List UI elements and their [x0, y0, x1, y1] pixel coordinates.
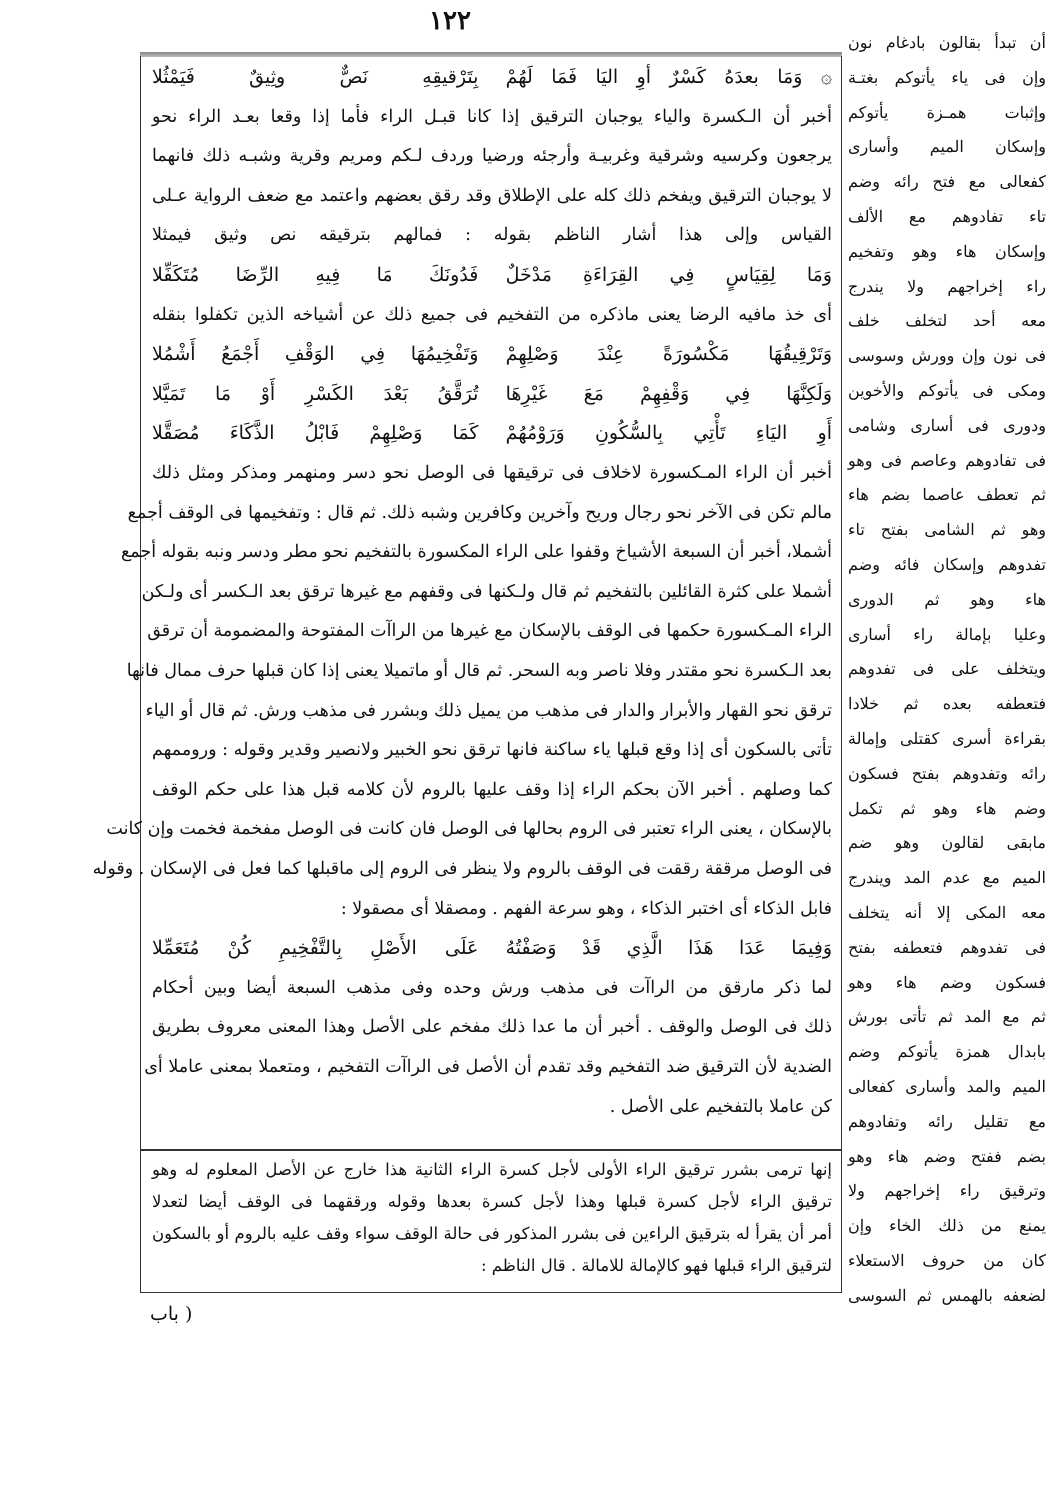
margin-line: معه أحد لتخلف خلف	[848, 311, 1046, 331]
verse-second-hemistich: تُرَقَّقُ بَعْدَ الكَسْرِ أَوْ مَا تَمَيَّلا	[152, 382, 479, 405]
margin-line: وعليا بإمالة راء أسارى	[848, 624, 1046, 644]
margin-line: ويتخلف على فى تفدوهم	[848, 659, 1046, 679]
prose-line: فابل الذكاء أى اختبر الذكاء ، وهو سرعة الفهم . ومصقلا أى مصقولا :	[340, 898, 832, 919]
prose-line: الراء المـكسورة حكمها فى الوقف بالإسكان مع غيرها من الراآت المفتوحة والمضمومة أن ترقق	[147, 621, 832, 642]
margin-line: وضم هاء وهو ثم تكمل	[848, 798, 1046, 818]
verse-first-hemistich: وَمَا لِقِيَاسٍ فِي القِرَاءَةِ مَدْخَلٌ	[505, 264, 832, 286]
margin-line: فتعطفه بعده ثم خلادا	[848, 694, 1046, 714]
prose-line: يرجعون وكرسيه وشرقية وغربيـة وأرجئه ورضيا وردف لـكم ومريم وقرية وشبـه ذلك فانهما	[152, 146, 832, 167]
margin-line: مع تقليل رائه وتفادوهم	[848, 1111, 1046, 1131]
prose-line: كن عاملا بالتفخيم على الأصل .	[609, 1096, 832, 1117]
prose-line: لا يوجبان الترقيق ويفخم ذلك كله على الإطلاق وقد رقق بعضهم واعتمد مع ضعف الرواية عـلى	[152, 185, 832, 206]
margin-line: وإثبات همـزة يأتوكم	[848, 102, 1046, 122]
prose-line: بعد الـكسرة نحو مقتدر وفلا ناصر وبه السحر. ثم قال أو ماتميلا يعنى إذا كان قبلها حرف ممال فانها	[126, 661, 832, 681]
verse-second-hemistich: فَدُونَكَ مَا فِيهِ الرِّضَا مُتَكَفِّلا	[152, 264, 479, 286]
margin-line: رائه وتفدوهم بفتح فسكون	[848, 763, 1046, 783]
prose-line: فى الوصل مرققة رققت فى الوقف بالروم ولا ينظر فى الروم إلى ماقبلها كما فعل فى الإسكان . وقوله	[92, 859, 832, 879]
margin-line: لضعفه بالهمس ثم السوسى	[848, 1285, 1046, 1305]
margin-line: فسكون وضم هاء وهو	[848, 972, 1046, 992]
verse-second-hemistich: بِتَرْقيقِهِ نَصٌّ وثِيقٌ فَيَمْثُلا	[152, 66, 479, 88]
margin-line: وترقيق راء إخراجهم ولا	[848, 1181, 1046, 1201]
margin-line: أن تبدأ بقالون بادغام نون	[848, 33, 1046, 52]
margin-line: تاء تفادوهم مع الألف	[848, 207, 1046, 226]
margin-line: تفدوهم وإسكان فائه وضم	[848, 555, 1046, 574]
margin-line: فى تفادوهم وعاصم فى وهو	[848, 450, 1046, 470]
prose-line: مالم تكن فى الآخر نحو رجال وريح وآخرين وكافرين وشبه ذلك. ثم قال : وتفخيمها فى الوقف أجمع	[127, 502, 832, 523]
margin-line: ودورى فى أسارى وشامى	[848, 415, 1046, 435]
margin-line: مابقى لقالون وهو ضم	[848, 833, 1046, 853]
margin-line: كفعالى مع فتح رائه وضم	[848, 172, 1046, 192]
verse-first-hemistich: وَتَرْقِيقُهَا مَكْسُورَةً عِنْدَ وَصْلِهِمْ	[505, 343, 832, 366]
prose-line: بالإسكان ، يعنى الراء تعتبر فى الروم بحالها فى الوصل فان كانت فى الوصل مفخمة فخمت وإن كانت	[106, 819, 832, 840]
verse-line	[152, 339, 832, 369]
margin-line: يمنع من ذلك الخاء وإن	[848, 1216, 1046, 1236]
verse-line	[152, 418, 832, 448]
verse-line	[152, 62, 832, 92]
verse-second-hemistich: عَلَى الأَصْلِ بِالتَّفْخِيمِ كُنْ مُتَعَمِّلا	[152, 937, 479, 960]
margin-line: الميم والمد وأسارى كفعالى	[848, 1077, 1046, 1096]
verse-first-hemistich: وَلَكِنَّهَا فِي وَقْفِهِمْ مَعَ غَيْرِهَا	[505, 382, 832, 405]
prose-line: أخبر أن الـكسرة والياء يوجبان الترقيق إذا كانا قبـل الراء فأما إذا وقعا بعـد الراء نحو	[152, 106, 832, 127]
margin-line: راء إخراجهم ولا يندرج	[848, 276, 1046, 296]
margin-line: ثم مع المد ثم تأتى بورش	[848, 1007, 1046, 1027]
prose-line: لما ذكر مارقق من الراآت فى مذهب ورش وحده وفى مذهب السبعة أيضا وبين أحكام	[152, 977, 832, 998]
verse-first-hemistich: ۞ وَمَا بعدَهُ كَسْرٌ أوِ اليَا فَمَا لَهُمْ	[505, 66, 832, 88]
margin-line: بابدال همزة يأتوكم وضم	[848, 1042, 1046, 1062]
margin-line: وإن فى ياء يأتوكم بغتـة	[848, 67, 1046, 87]
prose-line: أخبر أن الراء المـكسورة لاخلاف فى ترقيقها فى الوصل نحو دسر ومنهمر ومذكر ومثل ذلك	[152, 463, 832, 483]
page-number: ١٢٢	[429, 6, 471, 36]
prose-line: أشملا، أخبر أن السبعة الأشياخ وقفوا على الراء المكسورة بالتفخيم نحو مطر ودسر ونبه بقوله أجمع	[120, 542, 832, 563]
verse-line	[152, 260, 832, 290]
verse-second-hemistich: وَتَفْخِيمُهَا فِي الوَقْفِ أَجْمَعُ أَشْمُلا	[152, 343, 479, 366]
margin-line: وإسكان هاء وهو وتفخيم	[848, 241, 1046, 261]
margin-line: فى تفدوهم فتعطفه بفتح	[848, 937, 1046, 957]
footnote-line: ترقيق الراء لأجل كسرة قبلها وهذا لأجل كسرة بعدها وقوله ورققهما فى الوقف أيضا لتعدلا	[152, 1192, 832, 1211]
footnote-line: لترقيق الراء قبلها فهو كالإمالة للامالة . قال الناظم :	[480, 1256, 832, 1275]
verse-line	[152, 379, 832, 409]
verse-second-hemistich: كَمَا وَصْلِهِمْ فَابْلُ الذَّكَاءَ مُصَقَّلا	[152, 422, 479, 445]
prose-line: أى خذ مافيه الرضا يعنى ماذكره من التفخيم فى جميع ذلك عن أشياخه الذين تكفلوا بنقله	[152, 304, 832, 325]
verse-line	[152, 933, 832, 963]
margin-line: كان من حروف الاستعلاء	[848, 1251, 1046, 1270]
margin-line: بضم ففتح وضم هاء وهو	[848, 1146, 1046, 1166]
margin-line: بقراءة أسرى كقتلى وإمالة	[848, 729, 1046, 748]
margin-line: ثم تعطف عاصما بضم هاء	[848, 485, 1046, 505]
margin-line: فى نون وإن وورش وسوسى	[848, 346, 1046, 366]
prose-line: القياس وإلى هذا أشار الناظم بقوله : فمالهم بترقيقه نص وثيق فيمثلا	[152, 225, 832, 246]
margin-line: ومكى فى يأتوكم والأخوين	[848, 381, 1046, 400]
margin-line: وهو ثم الشامى بفتح تاء	[848, 520, 1046, 540]
footnote-separator	[140, 1149, 842, 1151]
verse-first-hemistich: أَوِ اليَاءِ تَأْتِي بِالسُّكُونِ وَرَوْمُهُمْ	[505, 422, 832, 445]
prose-line: الضدية لأن الترقيق ضد التفخيم وقد تقدم أن الأصل فى الراآت التفخيم ، ومتعملا بمعنى عاملا أى	[144, 1057, 832, 1077]
prose-line: تأتى بالسكون أى إذا وقع قبلها ياء ساكنة فانها ترقق نحو الخبير ولانصير وقدير وقوله : وروممهم	[152, 740, 832, 761]
verse-first-hemistich: وَفِيمَا عَدَا هَذَا الَّذِي قَدْ وَصَفْتُهُ	[505, 937, 832, 960]
margin-line: هاء وهو ثم الدورى	[848, 589, 1046, 609]
margin-line: الميم مع عدم المد ويندرج	[848, 868, 1046, 888]
prose-line: أشملا على كثرة القائلين بالتفخيم ثم قال ولـكنها فى وقفهم مع غيرها ترقق بعد الـكسر أى ولـكن	[141, 581, 832, 602]
footnote-line: أمر أن يقرأ له بترقيق الراءين فى بشرر المذكور فى حالة الوقف سواء وقف عليه بالروم أو بالسكون	[152, 1224, 832, 1243]
footnote-line: إنها ترمى بشرر ترقيق الراء الأولى لأجل كسرة الراء الثانية هذا خارج عن الأصل المعلوم له وهو	[152, 1160, 832, 1179]
catchword: ( باب	[150, 1303, 193, 1325]
margin-line: وإسكان الميم وأسارى	[848, 137, 1046, 157]
prose-line: ترقق نحو القهار والأبرار والدار فى مذهب من يميل ذلك وبشرر فى مذهب ورش. ثم قال أو الياء	[145, 700, 832, 721]
prose-line: كما وصلهم . أخبر الآن بحكم الراء إذا وقف عليها بالروم لأن كلامه قبل هذا على حكم الوقف	[152, 779, 832, 800]
prose-line: ذلك فى الوصل والوقف . أخبر أن ما عدا ذلك مفخم على الأصل وهذا المعنى معروف بطريق	[152, 1017, 832, 1038]
margin-line: معه المكى إلا أنه يتخلف	[848, 903, 1046, 922]
